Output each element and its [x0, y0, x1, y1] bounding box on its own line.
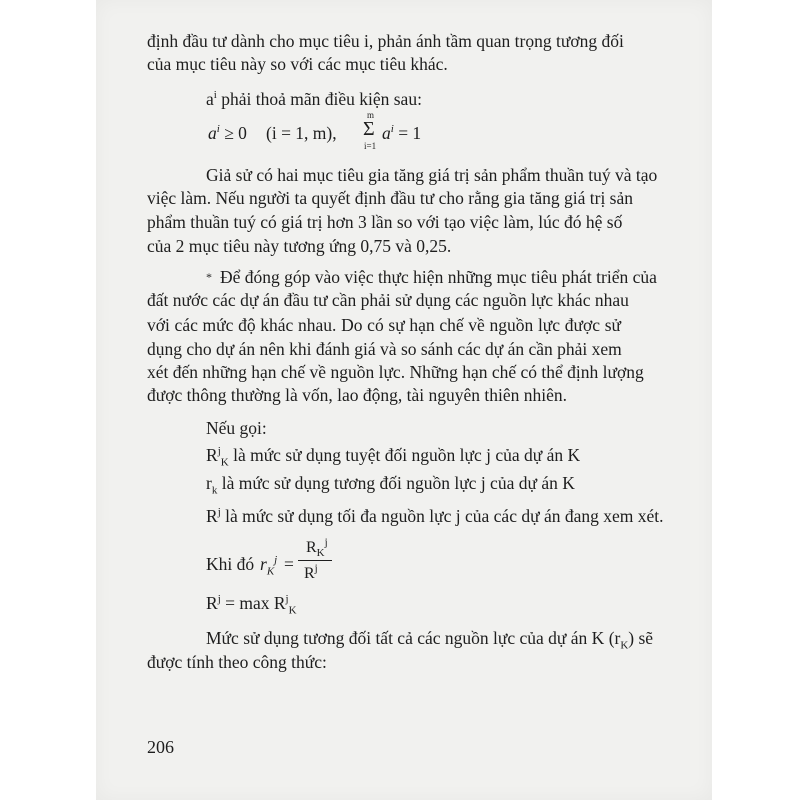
bullet-line-6: được thông thường là vốn, lao động, tài nguyên thiên nhiên.	[147, 385, 567, 405]
formula-constraint-1: $a^i \ge 0$	[208, 123, 247, 143]
example-line-4: của 2 mục tiêu này tương ứng 0,75 và 0,25.	[147, 236, 452, 256]
sum-upper-limit: m	[367, 110, 375, 120]
formula-2-denominator: $R^j$	[304, 562, 318, 582]
page-number: 206	[147, 737, 174, 757]
example-line-2: việc làm. Nếu người ta quyết định đầu tư cho rằng gia tăng giá trị sản	[147, 188, 634, 208]
relative-line-1: Mức sử dụng tương đối tất cả các nguồn lực của dự án K $(r_K)$ sẽ	[206, 628, 654, 652]
bullet-line-1: Để đóng góp vào việc thực hiện những mục tiêu phát triển của	[220, 267, 657, 287]
definition-maximum: $R^j$ là mức sử dụng tối đa nguồn lực j của các dự án đang xem xét.	[206, 506, 664, 526]
bullet-line-5: xét đến những hạn chế về nguồn lực. Những hạn chế có thể định lượng	[147, 362, 644, 382]
condition-line: $a^i$ phải thoả mãn điều kiện sau:	[206, 89, 422, 109]
fraction-bar	[298, 560, 332, 561]
example-line-3: phẩm thuần tuý có giá trị hơn 3 lần so với tạo việc làm, lúc đó hệ số	[147, 212, 623, 232]
formula-2-equals: =	[284, 554, 294, 574]
relative-line-2: được tính theo công thức:	[147, 652, 327, 672]
formula-range: (i = 1, m),	[266, 123, 337, 143]
bullet-line-4: dụng cho dự án nên khi đánh giá và so sánh các dự án cần phải xem	[147, 339, 622, 359]
intro-line-2: của mục tiêu này so với các mục tiêu khác.	[147, 54, 448, 74]
example-line-1: Giả sử có hai mục tiêu gia tăng giá trị sản phẩm thuần tuý và tạo	[206, 165, 658, 185]
sum-sign: Σ	[363, 118, 375, 140]
sum-term: $a^i = 1$	[382, 123, 422, 143]
intro-line-1: định đầu tư dành cho mục tiêu i, phản ánh tầm quan trọng tương đối	[147, 31, 624, 51]
sum-lower-limit: i=1	[364, 141, 377, 151]
formula-2-prefix: Khi đó	[206, 554, 255, 574]
definition-relative: $r_k$ là mức sử dụng tương đối nguồn lực j của dự án K	[206, 473, 575, 497]
formula-2-lhs: $r_K^j$	[260, 554, 278, 578]
bullet-marker: *	[206, 270, 212, 284]
bullet-line-3: với các mức độ khác nhau. Do có sự hạn chế về nguồn lực được sử	[147, 315, 621, 335]
if-called-label: Nếu gọi:	[206, 418, 267, 438]
definition-absolute: $R^j_K$ là mức sử dụng tuyệt đối nguồn lực j của dự án K	[206, 445, 581, 469]
formula-3: $R^j = \max R^j_K$	[206, 593, 297, 617]
formula-2-numerator: $R_K^j$	[306, 536, 328, 560]
bullet-line-2: đất nước các dự án đầu tư cần phải sử dụng các nguồn lực khác nhau	[147, 290, 629, 310]
